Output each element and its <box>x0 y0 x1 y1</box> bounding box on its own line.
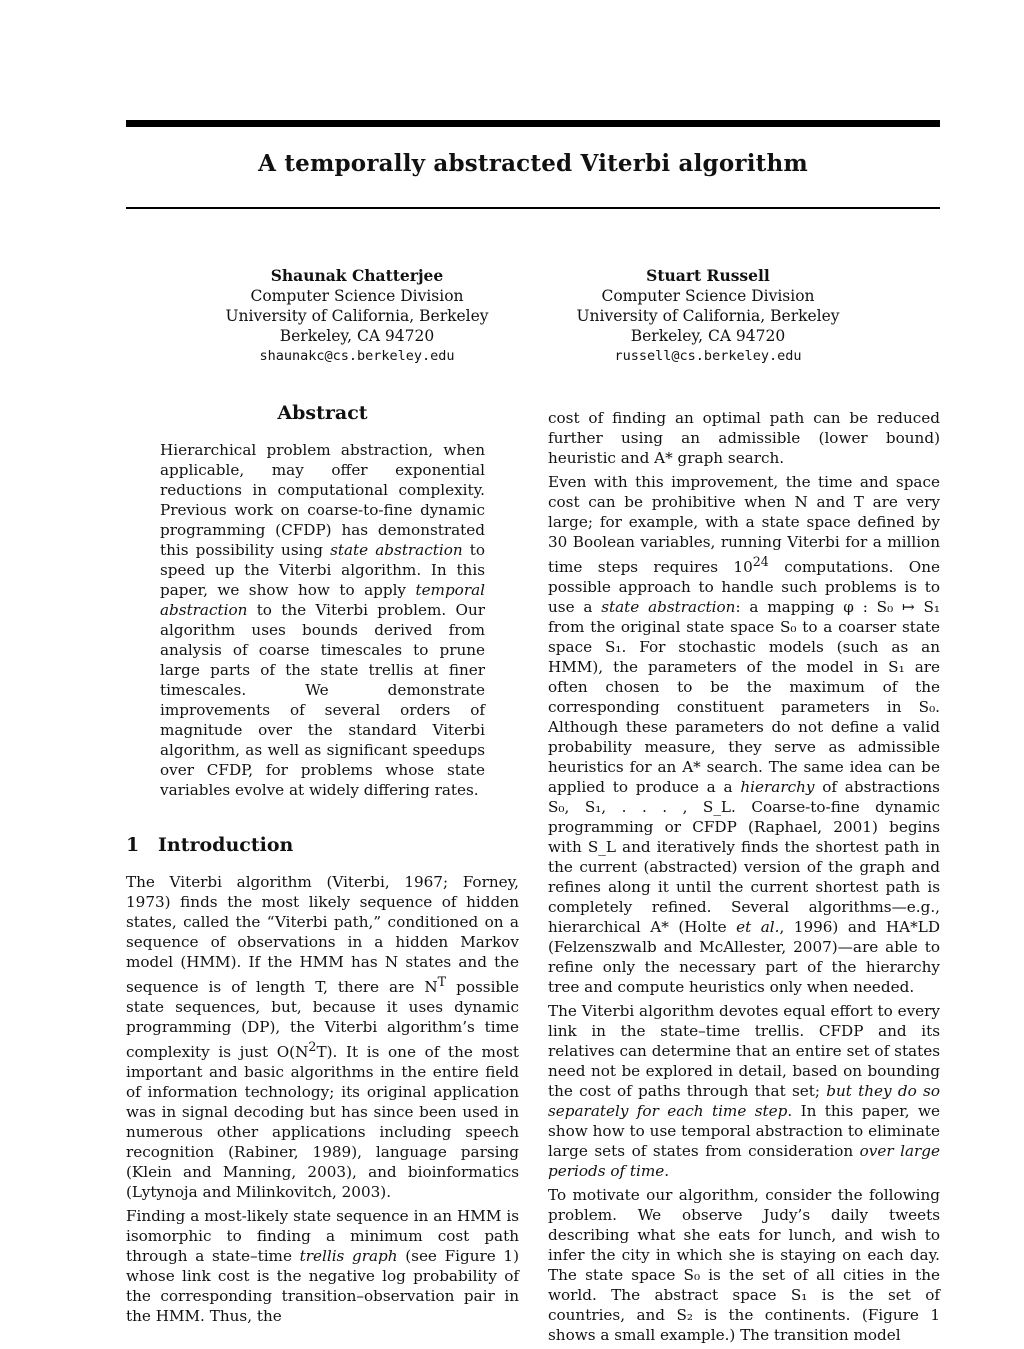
author-address: Berkeley, CA 94720 <box>279 327 435 345</box>
intro-paragraph-2: Finding a most-likely state sequence in an HMM is isomorphic to finding a minimum cost path through a state–time trellis graph (see Figure 1) whose link cost is the negative log probability of the corresponding transition–observation pair in the HMM. Thus, the <box>126 1207 519 1326</box>
abstract-heading: Abstract <box>277 402 368 424</box>
right-paragraph-3: The Viterbi algorithm devotes equal effort to every link in the state–time trellis. CFDP and its relatives can determine that an entire set of states need not be explored in detail, based on bounding the cost of paths through that set; but they do so separately for each time step. In this paper, we show how to use temporal abstraction to eliminate large sets of states from consideration over large periods of time. <box>548 1002 941 1181</box>
author-department: Computer Science Division <box>601 287 815 305</box>
author-university: University of California, Berkeley <box>576 307 840 325</box>
author-university: University of California, Berkeley <box>225 307 489 325</box>
author-name: Shaunak Chatterjee <box>270 266 444 285</box>
right-paragraph-2: Even with this improvement, the time and space cost can be prohibitive when N and T are very large; for example, with a state space defined by 30 Boolean variables, running Viterbi for a million time steps requires $10^{24}$ computations. One possible approach to handle such problems is to use a state abstraction: a mapping φ : S₀ ↦ S₁ from the original state space S₀ to a coarser state space S₁. For stochastic models (such as an HMM), the parameters of the model in S₁ are often chosen to be the maximum of the corresponding constituent parameters in S₀. Although these parameters do not define a valid probability measure, they serve as admissible heuristics for an A* search. The same idea can be applied to produce a a hierarchy of abstractions S₀, S₁, . . . , S_L. Coarse-to-fine dynamic programming or CFDP (Raphael, 2001) begins with S_L and iteratively finds the shortest path in the current (abstracted) version of the graph and refines along it until the current shortest path is completely refined. Several algorithms—e.g., hierarchical A* (Holte et al., 1996) and HA*LD (Felzenszwalb and McAllester, 2007)—are able to refine only the necessary part of the hierarchy tree and compute heuristics only when needed. <box>548 473 940 997</box>
abstract-text: Hierarchical problem abstraction, when applicable, may offer exponential reductions in computational complexity. Previous work on coarse-to-fine dynamic programming (CFDP) has demonstrated this possibility using state abstraction to speed up the Viterbi algorithm. In this paper, we show how to apply temporal abstraction to the Viterbi problem. Our algorithm uses bounds derived from analysis of coarse timescales to prune large parts of the state trellis at finer timescales. We demonstrate improvements of several orders of magnitude over the standard Viterbi algorithm, as well as significant speedups over CFDP, for problems whose state variables evolve at widely differing rates. <box>160 441 485 799</box>
intro-paragraph-1: The Viterbi algorithm (Viterbi, 1967; Forney, 1973) finds the most likely sequence of hidden states, called the “Viterbi path,” conditioned on a sequence of observations in a hidden Markov model (HMM). If the HMM has N states and the sequence is of length T, there are $N^T$ possible state sequences, but, because it uses dynamic programming (DP), the Viterbi algorithm’s time complexity is just $O(N^2T)$. It is one of the most important and basic algorithms in the entire field of information technology; its original application was in signal decoding but has since been used in numerous other applications including speech recognition (Rabiner, 1989), language parsing (Klein and Manning, 2003), and bioinformatics (Lytynoja and Milinkovitch, 2003). <box>126 873 519 1202</box>
author-name: Stuart Russell <box>646 266 770 285</box>
section-heading-introduction: 1 Introduction <box>126 834 294 856</box>
author-email: shaunakc@cs.berkeley.edu <box>259 348 455 364</box>
title-rule <box>126 207 940 209</box>
left-column <box>126 400 519 1330</box>
author-block-1 <box>192 266 522 366</box>
right-column <box>548 408 940 1349</box>
author-address: Berkeley, CA 94720 <box>630 327 786 345</box>
paper-title: A temporally abstracted Viterbi algorithm <box>258 150 808 177</box>
author-email: russell@cs.berkeley.edu <box>614 348 802 364</box>
top-rule <box>126 120 940 127</box>
right-paragraph-4: To motivate our algorithm, consider the following problem. We observe Judy’s daily tweets describing what she eats for lunch, and wish to infer the city in which she is staying on each day. The state space S₀ is the set of all cities in the world. The abstract space S₁ is the set of countries, and S₂ is the continents. (Figure 1 shows a small example.) The transition model <box>548 1186 940 1345</box>
right-paragraph-1: cost of finding an optimal path can be reduced further using an admissible (lower bound) heuristic and A* graph search. <box>548 409 940 467</box>
author-block-2 <box>543 266 873 366</box>
author-department: Computer Science Division <box>250 287 464 305</box>
